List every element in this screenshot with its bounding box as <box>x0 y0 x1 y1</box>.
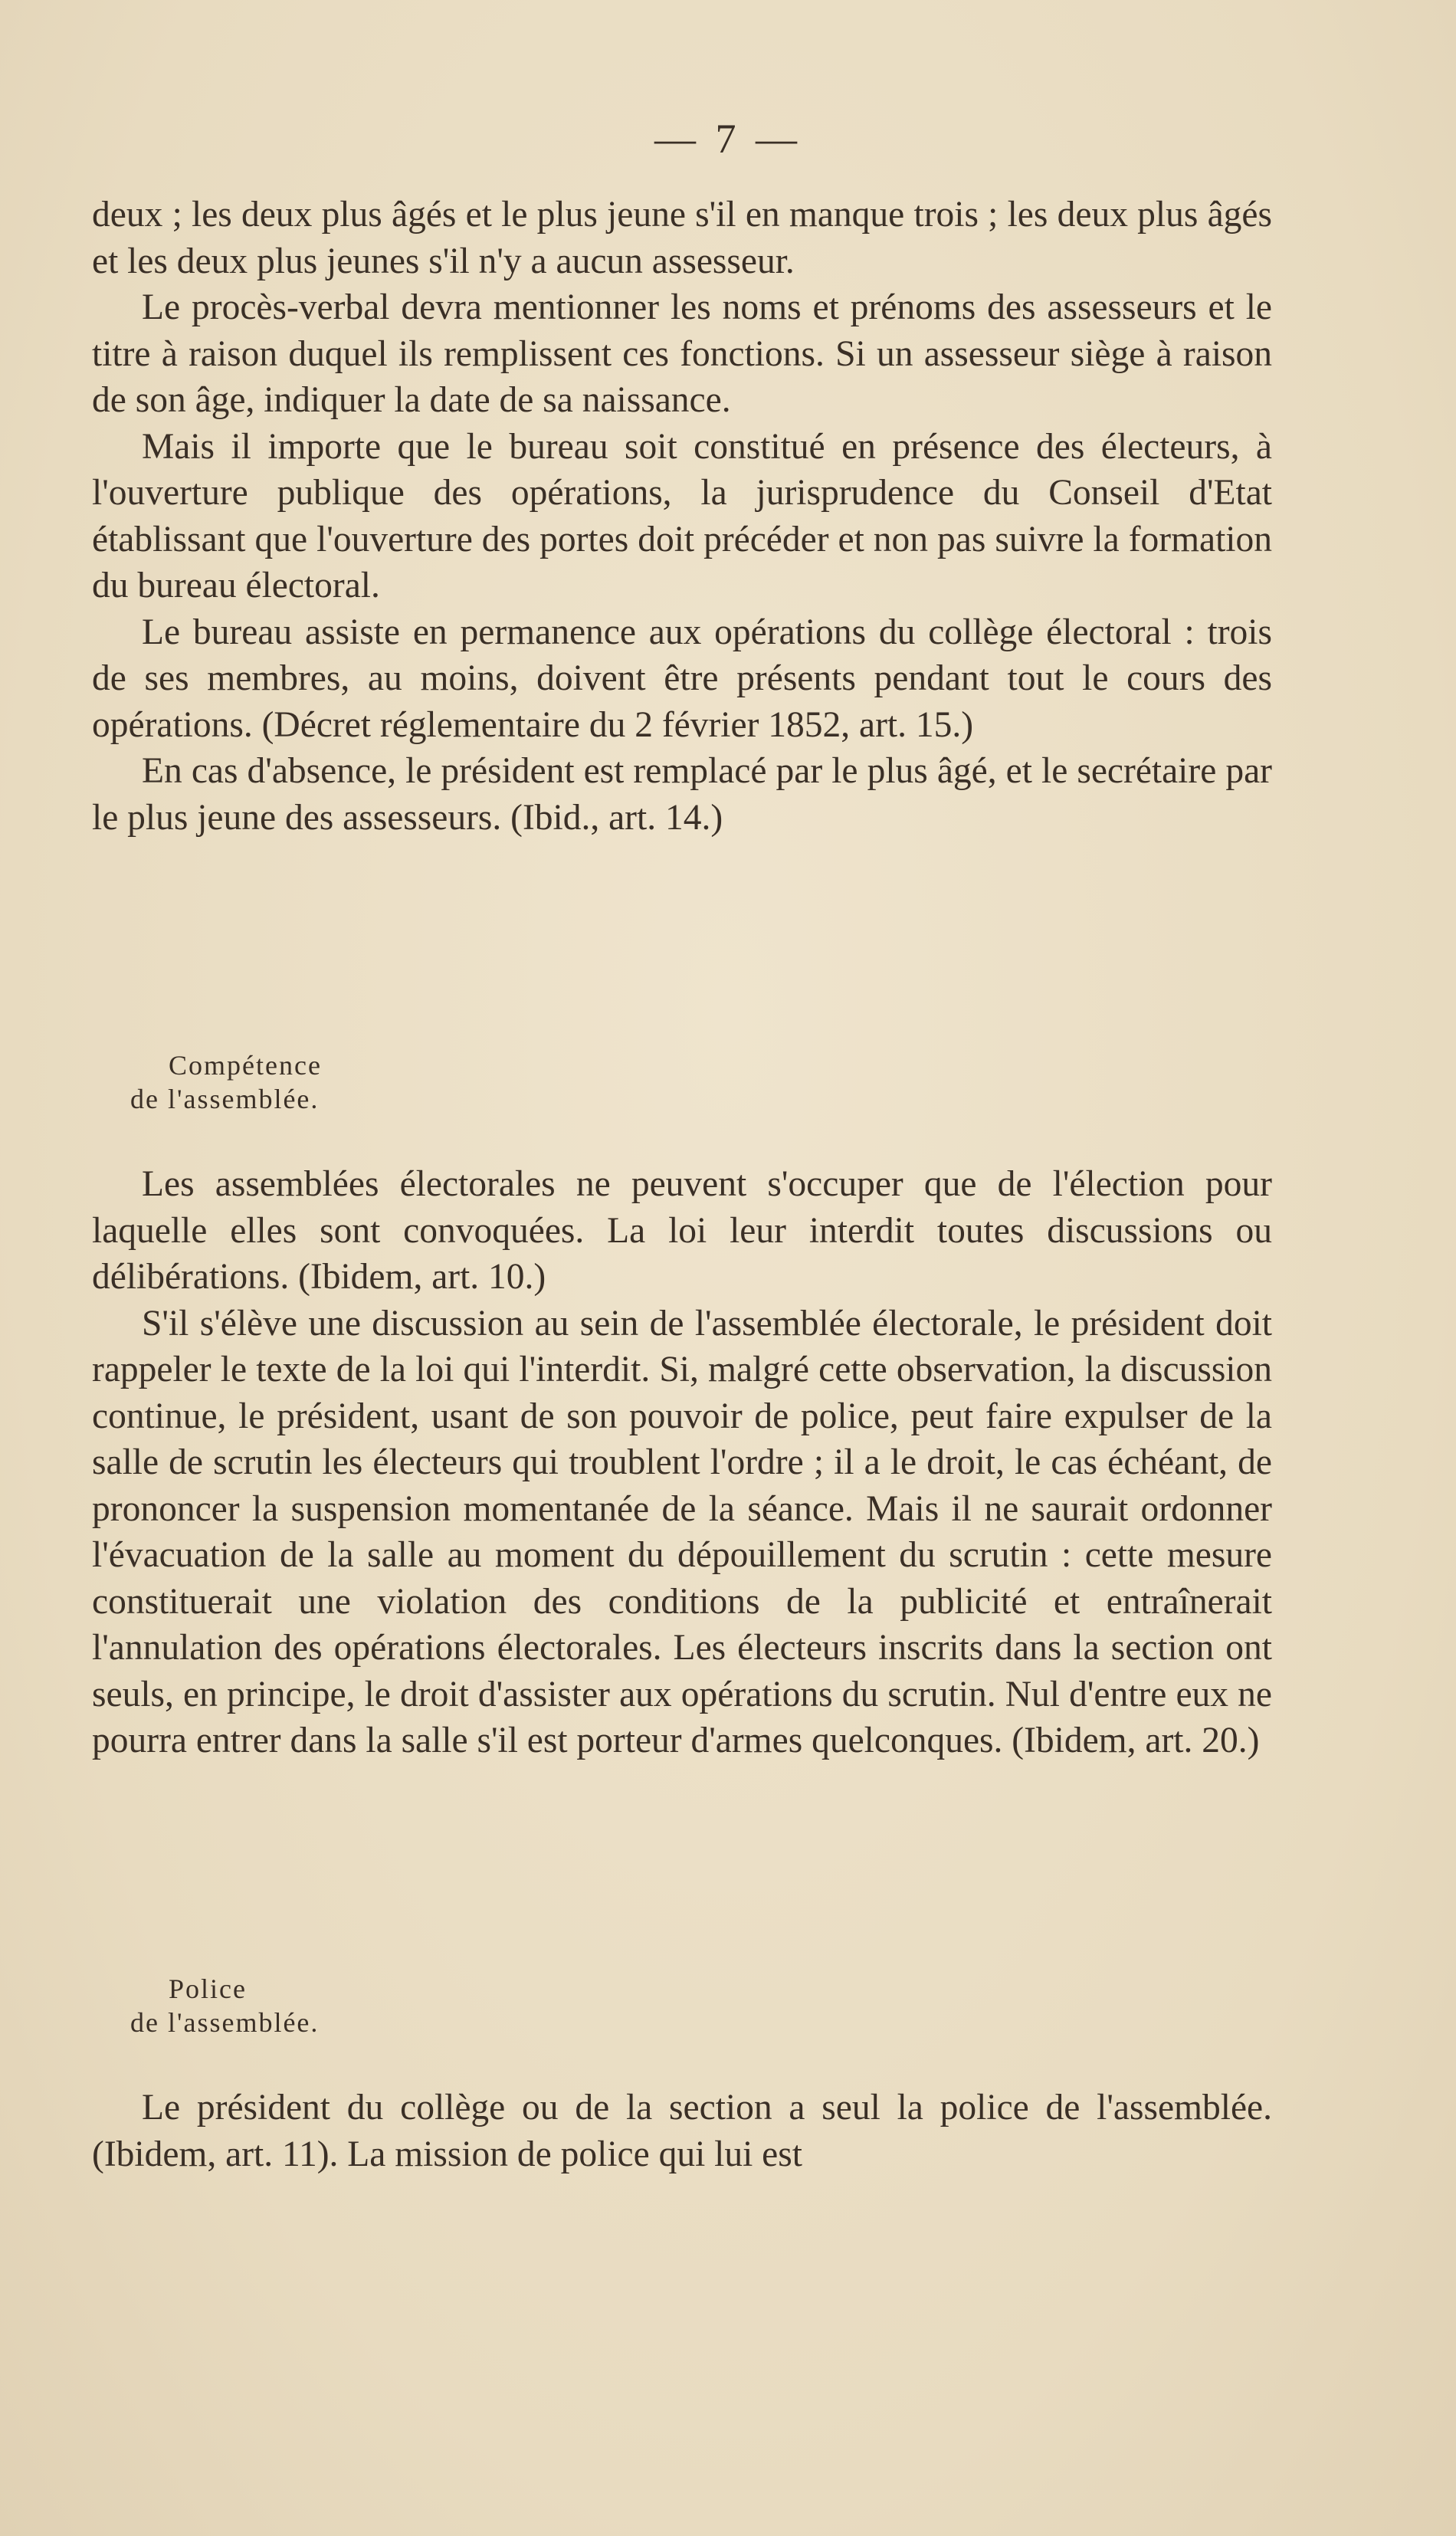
paragraph: S'il s'élève une discussion au sein de l'assemblée électorale, le président doit rappeler le texte de la loi qui l'interdit. Si, malgré cette observation, la discussion continue, le président, usant de son pouvoir de police, peut faire expulser de la salle de scrutin les électeurs qui troublent l'ordre ; il a le droit, le cas échéant, de prononcer la suspension momentanée de la séance. Mais il ne saurait ordonner l'évacuation de la salle au moment du dépouillement du scrutin : cette mesure constituerait une violation des conditions de la publicité et entraînerait l'annulation des opérations électorales. Les électeurs inscrits dans la section ont seuls, en principe, le droit d'assister aux opérations du scrutin. Nul d'entre eux ne pourra entrer dans la salle s'il est porteur d'armes quelconques. (Ibidem, art. 20.) <box>92 1303 1272 1760</box>
margin-note-line: Police <box>169 1973 247 2004</box>
paragraph: Les assemblées électorales ne peuvent s'occuper que de l'élection pour laquelle elles sont convoquées. La loi leur interdit toutes discussions ou délibérations. (Ibidem, art. 10.) <box>92 1164 1272 1297</box>
paragraph: deux ; les deux plus âgés et le plus jeune s'il en manque trois ; les deux plus âgés et les deux plus jeunes s'il n'y a aucun assesseur. <box>92 195 1272 281</box>
page-number: — 7 — <box>654 116 802 162</box>
margin-note-line: de l'assemblée. <box>130 2007 320 2038</box>
paragraph: En cas d'absence, le président est remplacé par le plus âgé, et le secrétaire par le plus jeune des assesseurs. (Ibid., art. 14.) <box>92 751 1272 838</box>
section-competence <box>92 1161 1272 1764</box>
margin-note-line: Compétence <box>169 1050 322 1081</box>
margin-note-police <box>130 1972 319 2039</box>
section-bureau <box>92 192 1272 841</box>
paragraph: Mais il importe que le bureau soit constitué en présence des électeurs, à l'ouverture publique des opérations, la jurisprudence du Conseil d'Etat établissant que l'ouverture des portes doit précéder et non pas suivre la formation du bureau électoral. <box>92 426 1272 605</box>
margin-note-line: de l'assemblée. <box>130 1084 320 1114</box>
section-police <box>92 2085 1272 2177</box>
paragraph: Le bureau assiste en permanence aux opérations du collège électoral : trois de ses membres, au moins, doivent être présents pendant tout le cours des opérations. (Décret réglementaire du 2 février 1852, art. 15.) <box>92 612 1272 745</box>
margin-note-competence <box>130 1048 322 1116</box>
paragraph: Le procès-verbal devra mentionner les noms et prénoms des assesseurs et le titre à raison duquel ils remplissent ces fonctions. Si un assesseur siège à raison de son âge, indiquer la date de sa naissance. <box>92 287 1272 420</box>
paragraph: Le président du collège ou de la section a seul la police de l'assemblée. (Ibidem, art. 11). La mission de police qui lui est <box>92 2088 1272 2174</box>
